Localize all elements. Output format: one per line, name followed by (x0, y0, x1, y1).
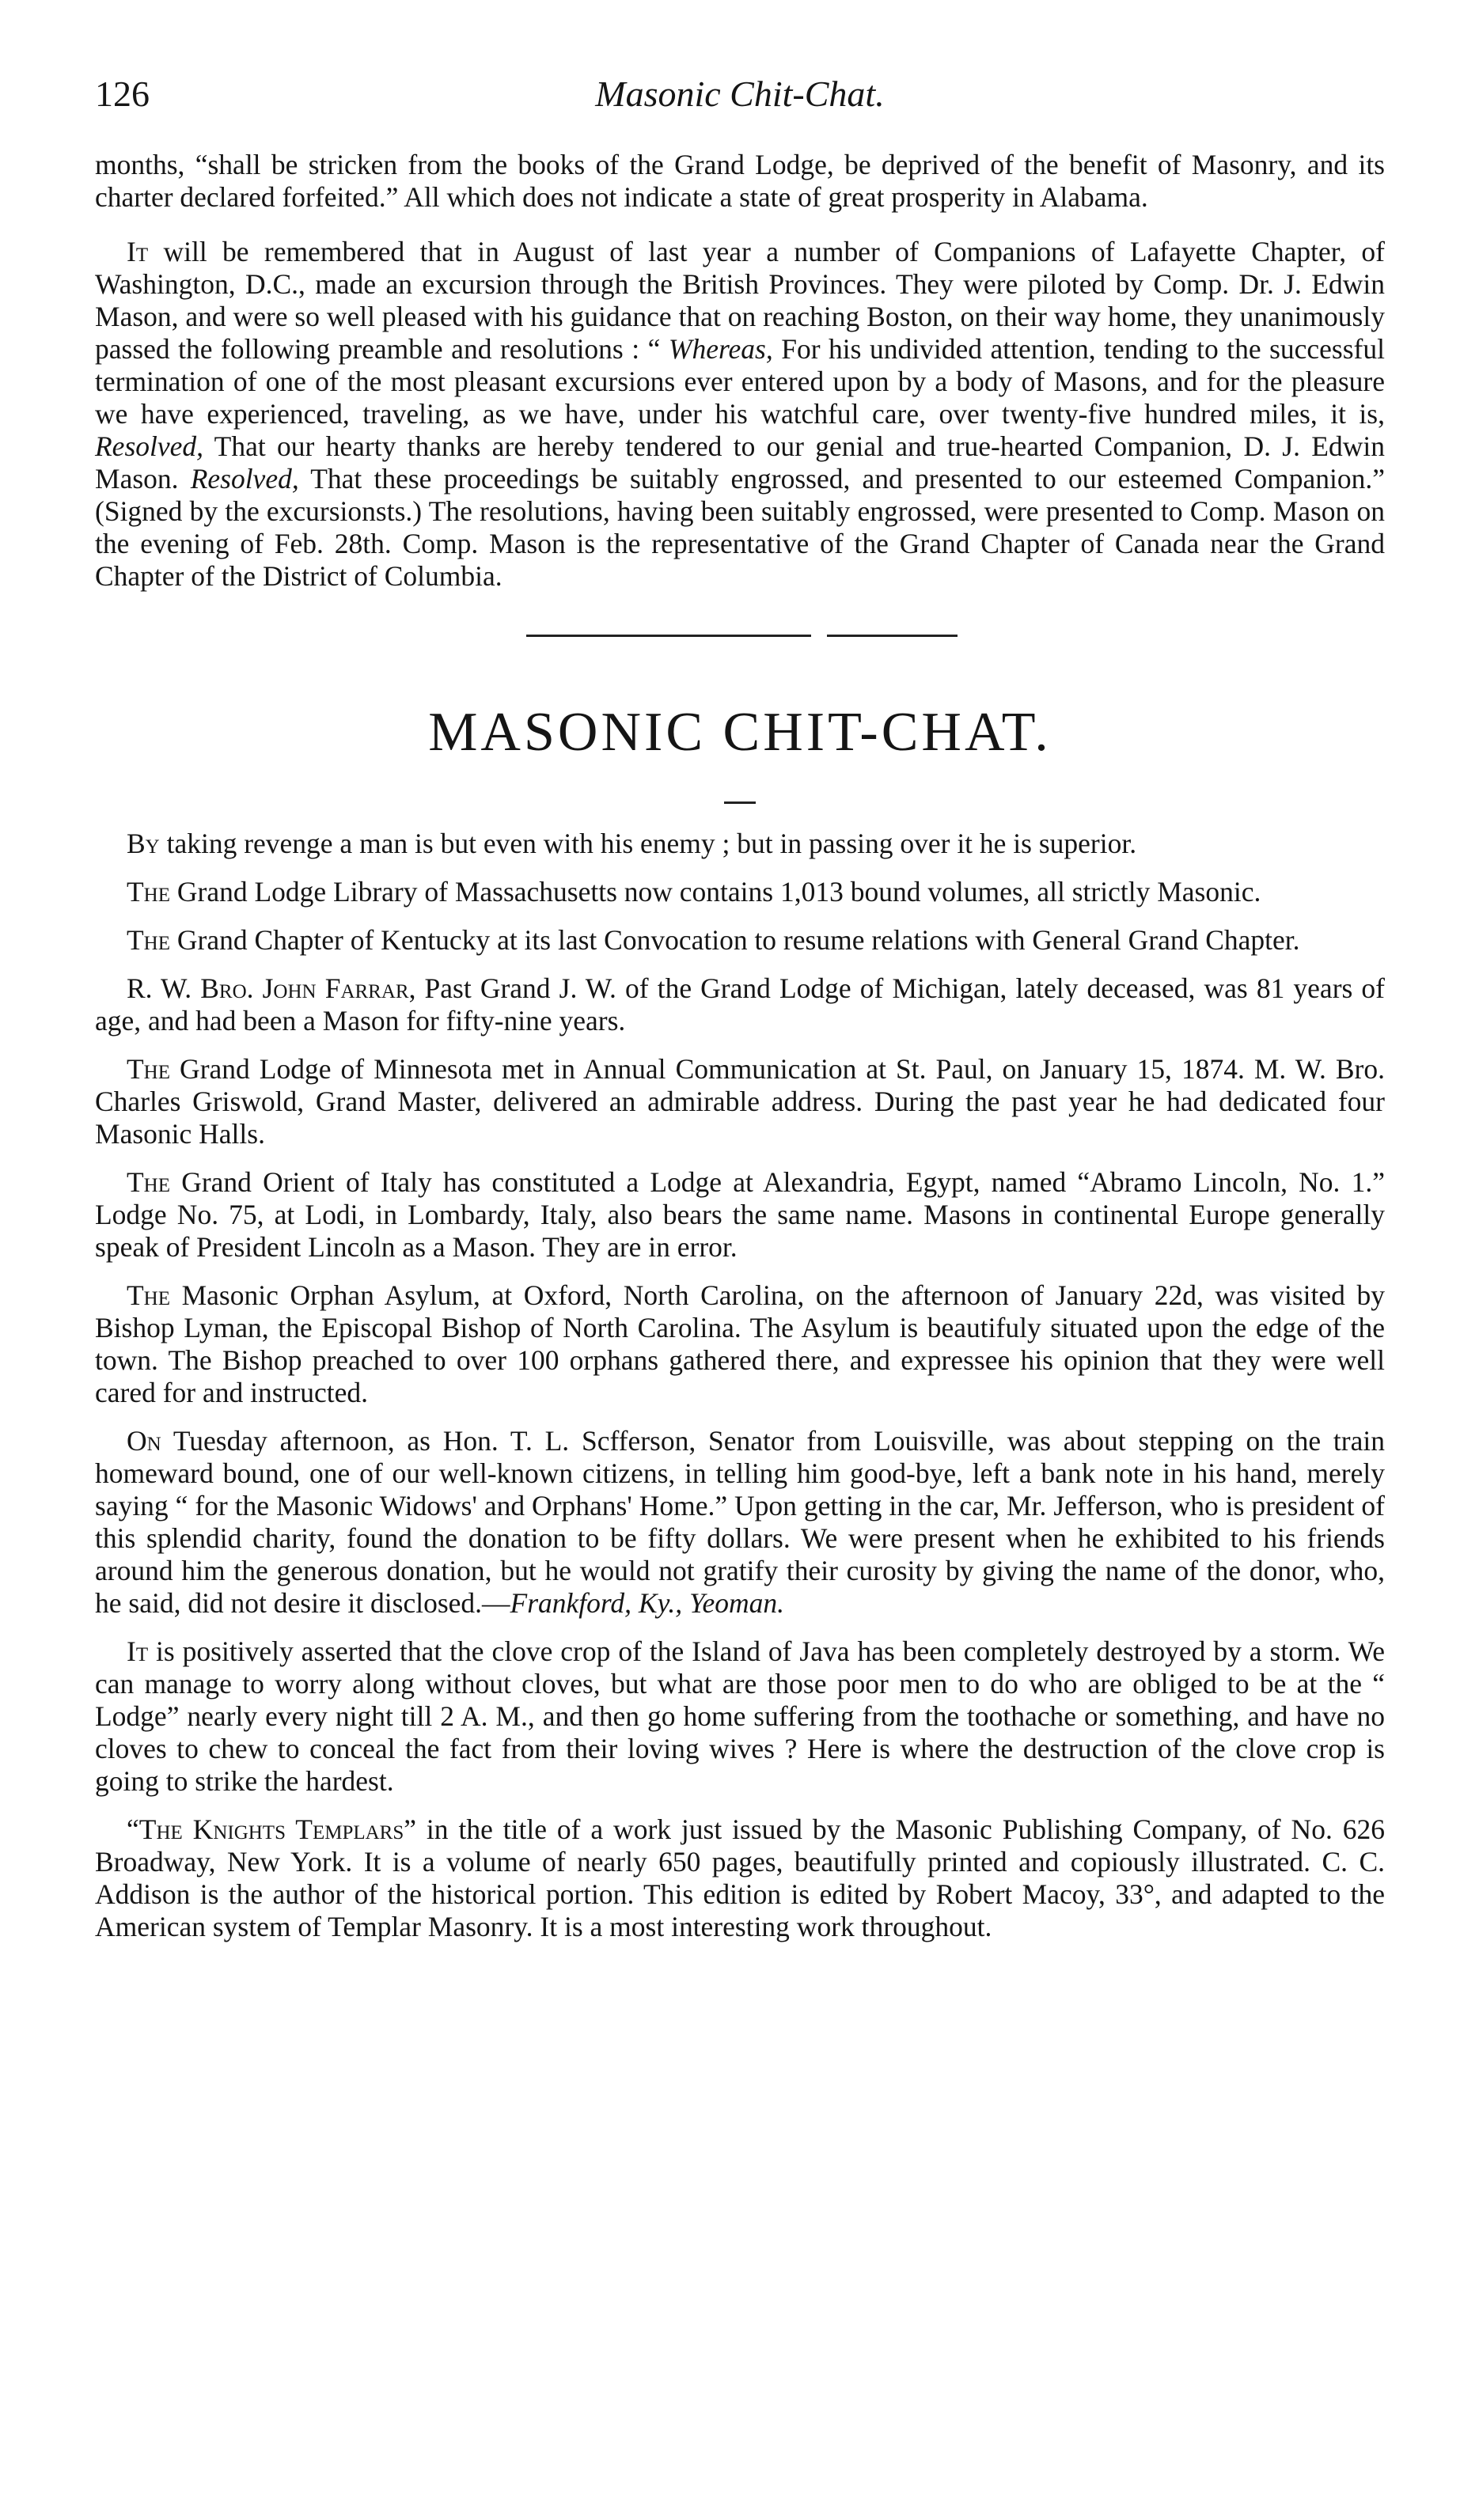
news-item (95, 828, 1385, 860)
item-lead: The (127, 1052, 171, 1085)
item-lead: It (127, 1635, 149, 1667)
paragraph-text: That these proceedings be suitably engrossed, and presented to our esteemed Companion.” (Signed by the excursionsts.) The resolutions, having been suitably engrossed, were presented to Comp. Mason on the evening of Feb. 28th. Comp. Mason is the representative of the Grand Chapter of Canada near the Grand Chapter of the District of Columbia. (95, 463, 1385, 592)
resolved-term: Resolved, (95, 430, 204, 462)
item-lead: The (127, 1279, 171, 1311)
page-number: 126 (95, 74, 150, 114)
divider-rule (526, 635, 811, 637)
item-text: taking revenge a man is but even with his enemy ; but in passing over it he is superior. (159, 827, 1137, 859)
running-title: Masonic Chit-Chat. (595, 74, 885, 114)
chit-chat-items (95, 828, 1385, 1943)
item-text: Grand Orient of Italy has constituted a Lodge at Alexandria, Egypt, named “Abramo Lincoln, No. 1.” Lodge No. 75, at Lodi, in Lombardy, Italy, also bears the same name. Masons in continental Europe generally speak of President Lincoln as a Mason. They are in error. (95, 1165, 1385, 1263)
item-source: Frankford, Ky., Yeoman. (510, 1586, 785, 1619)
item-text: in the title of a work just issued by the Masonic Publishing Company, of No. 626 Broadway, New York. It is a volume of nearly 650 pages, beautifully printed and copiously illustrated. C. C. Addison is the author of the historical portion. This edition is edited by Robert Macoy, 33°, and adapted to the American system of Templar Masonry. It is a most interesting work throughout. (95, 1813, 1385, 1942)
paragraph-text: will be remembered that in August of last year a number of Companions of Lafayette Chapter, of Washington, D.C., made an excursion through the British Provinces. They were piloted by Comp. Dr. J. Edwin Mason, and were so well pleased with his guidance that on reaching Boston, on their way home, they unanimously passed the following preamble and resolutions : “ (95, 236, 1385, 365)
paragraph-text: For his undivided attention, tending to the successful termination of one of the most pleasant excursions ever entered upon by a body of Masons, and for the pleasure we have experienced, traveling, as we have, under his watchful care, over twenty-five hundred miles, it is, (95, 333, 1385, 430)
book-page (95, 55, 1385, 1959)
news-item (95, 1279, 1385, 1409)
item-text: is positively asserted that the clove crop of the Island of Java has been completely destroyed by a storm. We can manage to worry along without cloves, but what are those poor men to do who are obliged to be at the “ Lodge” nearly every night till 2 A. M., and then go home suffering from the toothache or something, and have no cloves to chew to conceal the fact from their loving wives ? Here is where the destruction of the clove crop is going to strike the hardest. (95, 1635, 1385, 1797)
item-lead: By (127, 827, 160, 859)
section-title: MASONIC CHIT-CHAT. (428, 702, 1052, 763)
item-text: Grand Chapter of Kentucky at its last Convocation to resume relations with General Grand Chapter. (170, 923, 1300, 956)
item-text: Masonic Orphan Asylum, at Oxford, North Carolina, on the afternoon of January 22d, was visited by Bishop Lyman, the Episcopal Bishop of North Carolina. The Asylum is beautifuly situated upon the edge of the town. The Bishop preached to over 100 orphans gathered there, and expressee his opinion that they were well cared for and instructed. (95, 1279, 1385, 1408)
paragraph-lead: It (127, 236, 149, 267)
news-item (95, 1053, 1385, 1150)
news-item (95, 1813, 1385, 1943)
item-text: Tuesday afternoon, as Hon. T. L. Scfferson, Senator from Louisville, was about stepping on the train homeward bound, one of our well-known citizens, in telling him good-bye, left a bank note in his hand, merely saying “ for the Masonic Widows' and Orphans' Home.” Upon getting in the car, Mr. Jefferson, who is president of this splendid charity, found the donation to be fifty dollars. We were present when he exhibited to his friends around him the generous donation, but he would not gratify their curosity by giving the name of the donor, who, he said, did not desire it disclosed.— (95, 1424, 1385, 1619)
whereas-term: Whereas, (668, 333, 773, 365)
item-text: Grand Lodge Library of Massachusetts now contains 1,013 bound volumes, all strictly Masonic. (170, 875, 1261, 908)
paragraph-text: That our hearty thanks are hereby tendered to our genial and true-hearted Companion, D. J. Edwin Mason. (95, 430, 1385, 495)
item-text: Grand Lodge of Minnesota met in Annual Communication at St. Paul, on January 15, 1874. M. W. Bro. Charles Griswold, Grand Master, delivered an admirable address. During the past year he had dedicated four Masonic Halls. (95, 1052, 1385, 1150)
title-dash (724, 801, 756, 804)
news-item (95, 972, 1385, 1037)
section-divider (95, 628, 1385, 644)
item-text: Past Grand J. W. of the Grand Lodge of Michigan, lately deceased, was 81 years of age, and had been a Mason for fifty-nine years. (95, 972, 1385, 1036)
running-head (95, 55, 1385, 127)
item-lead: “The Knights Templars” (127, 1813, 417, 1845)
resolved-term: Resolved, (190, 463, 299, 495)
lafayette-chapter-paragraph (95, 236, 1385, 593)
news-item (95, 1425, 1385, 1620)
item-lead: The (127, 1165, 171, 1198)
item-lead: R. W. Bro. John Farrar, (127, 972, 416, 1004)
news-item (95, 876, 1385, 908)
continuation-paragraph: months, “shall be stricken from the books of the Grand Lodge, be deprived of the benefit of Masonry, and its charter declared forfeited.” All which does not indicate a state of great prosperity in Alabama. (95, 149, 1385, 213)
item-lead: On (127, 1424, 161, 1457)
item-lead: The (127, 875, 171, 908)
item-lead: The (127, 923, 171, 956)
news-item (95, 1166, 1385, 1264)
news-item (95, 924, 1385, 957)
news-item (95, 1635, 1385, 1798)
divider-rule (827, 635, 958, 637)
